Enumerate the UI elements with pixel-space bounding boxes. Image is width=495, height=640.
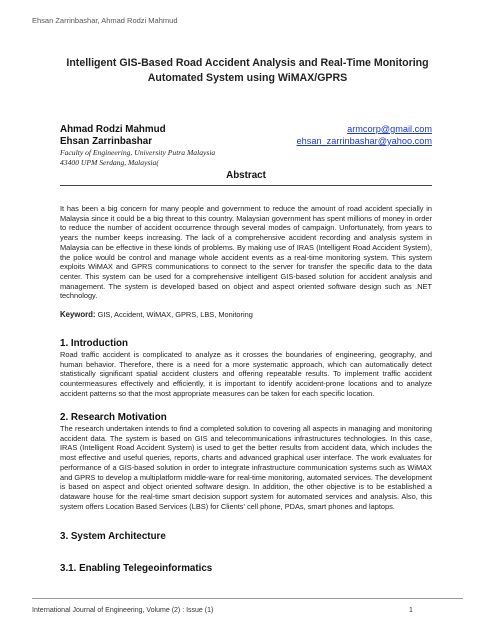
section-text-research-motivation: The research undertaken intends to find a completed solution to covering all aspects in managing and monitoring accident data. The system is based on GIS and telecommunications infrastructures technologies. In this case, IRAS (Intelligent Road Accident System) is used to get the better results from accident data, which includes the most effective and useful queries, reports, charts and advanced graphical user interface. The work evaluates for performance of a GIS-based solution in order to integrate infrastructure communication systems such as WiMAX and GPRS to develop a multiplatform middle-ware for real-time monitoring, automated services. The development is based on aspect and object oriented software design. In addition, the other objective is to be established a dataware house for the real-time smart decision support system for automated services and analysis. Also, this system offers Location Based Services (LBS) for Clients' cell phone, PDAs, smart phones and laptops. bbox=[60, 424, 432, 511]
section-heading-system-architecture: 3. System Architecture bbox=[60, 531, 166, 542]
author-row bbox=[60, 124, 432, 136]
paper-title: Intelligent GIS-Based Road Accident Analysis and Real-Time Monitoring Automated System using WiMAX/GPRS bbox=[66, 57, 429, 84]
footer-journal: International Journal of Engineering, Volume (2) : Issue (1) bbox=[32, 607, 214, 614]
affiliation-address: 43400 UPM Serdang, Malaysia( bbox=[60, 158, 159, 167]
keywords-line bbox=[60, 310, 432, 319]
keywords-list: GIS, Accident, WiMAX, GPRS, LBS, Monitoring bbox=[97, 310, 253, 319]
author-block bbox=[60, 124, 432, 168]
abstract-text: It has been a big concern for many people and government to reduce the amount of road accident specially in Malaysia since it could be a big threat to this country. Malaysian government has spent millions of money in order to reduce the number of accident occurrence through several modes of campaign. Unfortunately, from years to years the number keeps increasing. The lack of a comprehensive accident recording and analysis system in Malaysia can be effective in these kinds of problems. By making use of IRAS (Intelligent Road Accident System), the police would be control and manage whole accident events as a real-time monitoring system. This system exploits WiMAX and GPRS communications to connect to the server for transfer the specific data to the data center. This system can be used for a comprehensive intelligent GIS-based solution for accident analysis and management. The system is developed based on object and aspect oriented software design such as .NET technology. bbox=[60, 204, 432, 301]
section-heading-enabling-telegeoinformatics: 3.1. Enabling Telegeoinformatics bbox=[60, 563, 213, 574]
author-name: Ahmad Rodzi Mahmud bbox=[60, 124, 166, 135]
affiliation: Faculty of Engineering, University Putra Malaysia bbox=[60, 148, 216, 157]
section-heading-research-motivation: 2. Research Motivation bbox=[60, 412, 167, 423]
page-number: 1 bbox=[409, 607, 413, 614]
section-text-introduction: Road traffic accident is complicated to analyze as it crosses the boundaries of engineering, geography, and human behavior. Therefore, there is a need for a more systematic approach, which can automatically detect statistically significant spatial accident clusters and offering repeatable results. To implement traffic accident countermeasures effectively and efficiently, it is important to identify accident-prone locations and to analyze accident patterns so that the most appropriate measures can be taken for each specific location. bbox=[60, 350, 432, 398]
author-row bbox=[60, 136, 432, 148]
footer-rule bbox=[32, 598, 463, 599]
running-head: Ehsan Zarrinbashar, Ahmad Rodzi Mahmud bbox=[32, 16, 178, 25]
author-name: Ehsan Zarrinbashar bbox=[60, 136, 153, 147]
keywords-label: Keyword: bbox=[60, 310, 96, 319]
section-heading-introduction: 1. Introduction bbox=[60, 338, 129, 349]
abstract-heading: Abstract bbox=[60, 170, 432, 186]
author-email-link[interactable]: armcorp@gmail.com bbox=[347, 124, 432, 134]
author-email-link[interactable]: ehsan_zarrinbashar@yahoo.com bbox=[296, 136, 432, 146]
